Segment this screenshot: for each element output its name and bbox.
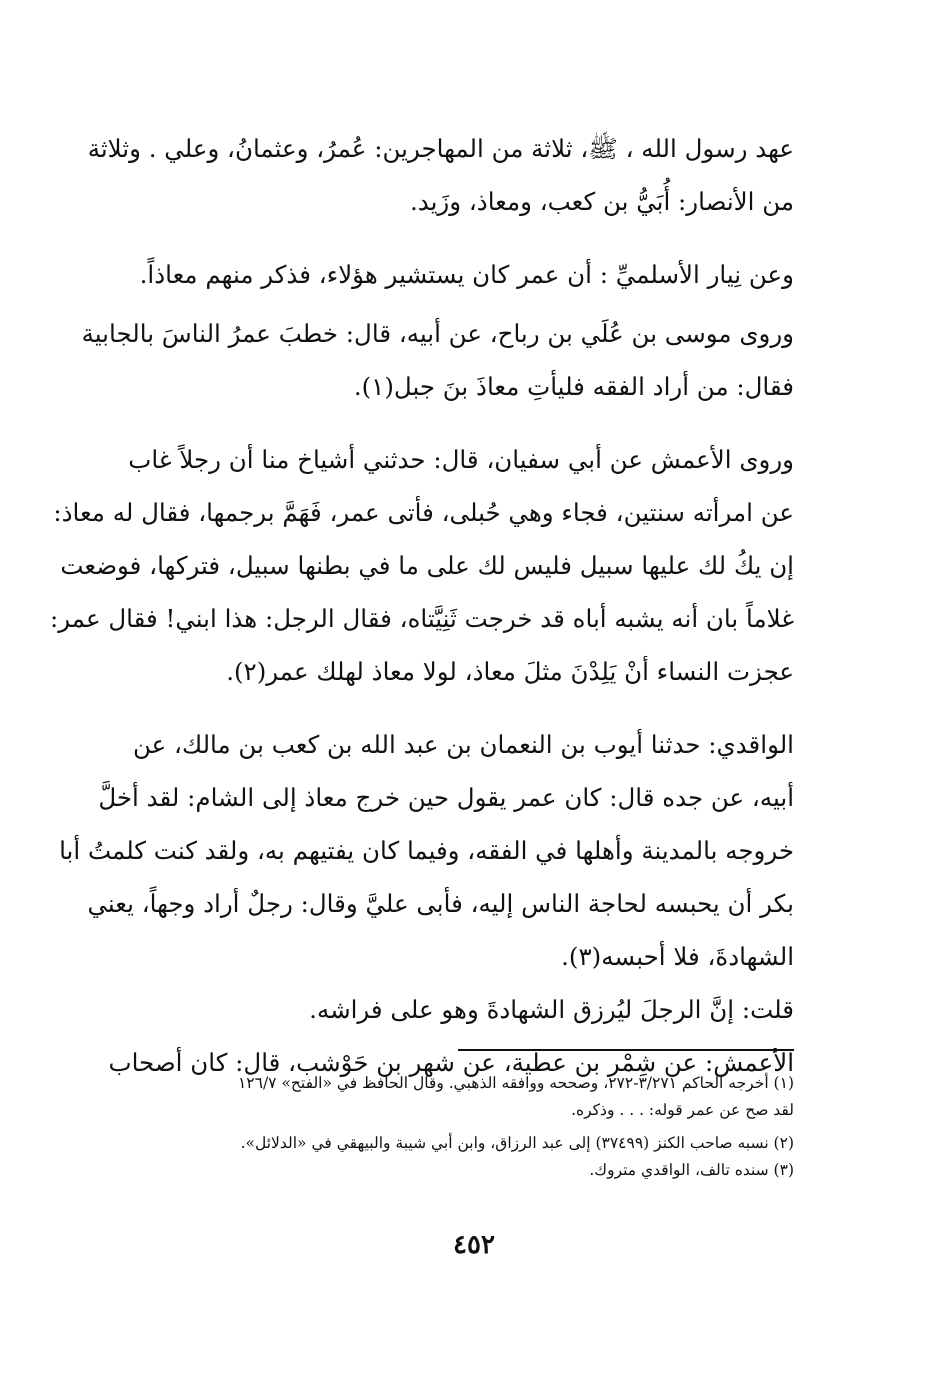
text-line: غلاماً بان أنه يشبه أباه قد خرجت ثَنِيَّتاه، فقال الرجل: هذا ابني! فقال عمر: <box>50 604 794 633</box>
footnote-1: (١) أخرجه الحاكم ٣/٢٧١-٢٧٢، وصححه ووافقه الذهبي. وقال الحافظ في «الفتح» ١٢٦/٧ <box>237 1074 794 1092</box>
paragraph-2 <box>138 248 794 301</box>
paragraph-1 <box>87 122 794 228</box>
paragraph-5 <box>59 718 794 983</box>
text-line: وروى الأعمش عن أبي سفيان، قال: حدثني أشياخ منا أن رجلاً غاب <box>128 445 794 474</box>
text-line: خروجه بالمدينة وأهلها في الفقه، وفيما كان يفتيهم به، ولقد كنت كلمتُ أبا <box>59 836 794 865</box>
text-line: قلت: إنَّ الرجلَ ليُرزق الشهادةَ وهو على فراشه. <box>309 995 794 1024</box>
text-line: عن امرأته سنتين، فجاء وهي حُبلى، فأتى عمر، فَهَمَّ برجمها، فقال له معاذ: <box>53 498 794 527</box>
text-line: فقال: من أراد الفقه فليأتِ معاذَ بنَ جبل(١). <box>353 372 794 401</box>
footnotes <box>134 1070 794 1184</box>
footnote-3: (٣) سنده تالف، الواقدي متروك. <box>589 1161 794 1179</box>
text-line: إن يكُ لك عليها سبيل فليس لك على ما في بطنها سبيل، فتركها، فوضعت <box>60 551 794 580</box>
text-line: بكر أن يحبسه لحاجة الناس إليه، فأبى عليَّ وقال: رجلٌ أراد وجهاً، يعني <box>87 889 794 918</box>
text-line: وعن نِيار الأسلميِّ : أن عمر كان يستشير هؤلاء، فذكر منهم معاذاً. <box>139 260 794 289</box>
text-line: عهد رسول الله ، ﷺ، ثلاثة من المهاجرين: عُمرُ، وعثمانُ، وعلي . وثلاثة <box>87 134 794 163</box>
footnote-separator <box>458 1049 794 1051</box>
page-number: ٤٥٢ <box>453 1230 495 1260</box>
text-line: وروى موسى بن عُلَي بن رباح، عن أبيه، قال: خطبَ عمرُ الناسَ بالجابية <box>81 319 794 348</box>
footnote-1-continued: لقد صح عن عمر قوله: . . . وذكره. <box>571 1101 794 1119</box>
paragraph-6 <box>138 983 794 1036</box>
text-line: الشهادةَ، فلا أحبسه(٣). <box>561 942 794 971</box>
paragraph-3 <box>81 307 794 413</box>
text-line: أبيه، عن جده قال: كان عمر يقول حين خرج معاذ إلى الشام: لقد أخلَّ <box>98 783 794 812</box>
paragraph-4 <box>50 433 794 698</box>
text-line: عجزت النساء أنْ يَلِدْنَ مثلَ معاذ، لولا معاذ لهلك عمر(٢). <box>226 657 794 686</box>
footnote-2: (٢) نسبه صاحب الكنز (٣٧٤٩٩) إلى عبد الرزاق، وابن أبي شيبة والبيهقي في «الدلائل». <box>240 1134 794 1152</box>
text-line: الأعمش: عن شِمْر بن عطية، عن شهر بن حَوْشب، قال: كان أصحاب <box>108 1048 794 1077</box>
text-line: من الأنصار: أُبَيُّ بن كعب، ومعاذ، وزَيد. <box>409 187 794 216</box>
main-text <box>50 122 794 1089</box>
text-line: الواقدي: حدثنا أيوب بن النعمان بن عبد الله بن كعب بن مالك، عن <box>132 730 794 759</box>
